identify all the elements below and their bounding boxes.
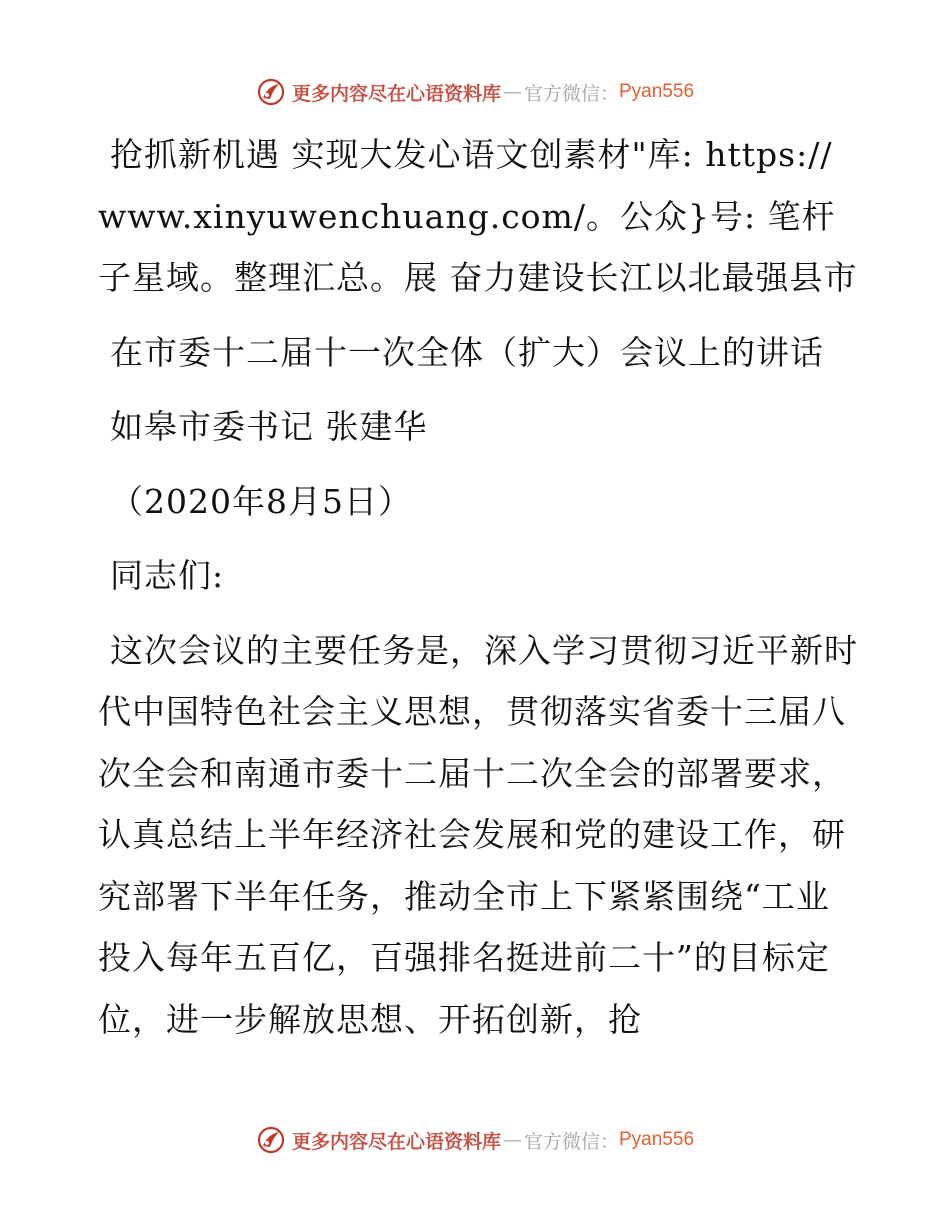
document-title-paragraph: 抢抓新机遇 实现大发心语文创素材"库: https://www.xinyuwenchuang.com/。公众}号: 笔杆子星域。整理汇总。展 奋力建设长江以北最强县市 — [98, 135, 858, 297]
speech-date: （2020年8月5日） — [110, 481, 412, 521]
watermark-footer — [0, 1120, 950, 1160]
speaker-line: 如皋市委书记 张建华 — [110, 407, 428, 446]
watermark-site-text: 更多内容尽在心语资料库 — [291, 1130, 501, 1153]
body-paragraph: 这次会议的主要任务是，深入学习贯彻习近平新时代中国特色社会主义思想，贯彻落实省委十三届八次全会和南通市委十二届十二次全会的部署要求，认真总结上半年经济社会发展和党的建设工作，研究部署下半年任务，推动全市上下紧紧围绕“工业投入每年五百亿，百强排名挺进前二十”的目标定位，进一步解放思想、开拓创新，抢 — [98, 630, 858, 1039]
watermark-official-label: 官方微信： — [523, 82, 619, 105]
speech-heading: 在市委十二届十一次全体（扩大）会议上的讲话 — [110, 332, 824, 372]
watermark-dash: — — [502, 1129, 522, 1151]
salutation: 同志们: — [110, 556, 225, 595]
library-logo-icon — [256, 1125, 286, 1155]
watermark-wechat-id: Pyan556 — [619, 1129, 695, 1150]
document-body — [98, 124, 858, 1063]
watermark-site-text: 更多内容尽在心语资料库 — [291, 82, 501, 105]
watermark-wechat-id: Pyan556 — [619, 81, 695, 102]
watermark-official-label: 官方微信： — [523, 1130, 619, 1153]
library-logo-icon — [256, 77, 286, 107]
watermark-header — [0, 72, 950, 112]
watermark-dash: — — [502, 81, 522, 103]
